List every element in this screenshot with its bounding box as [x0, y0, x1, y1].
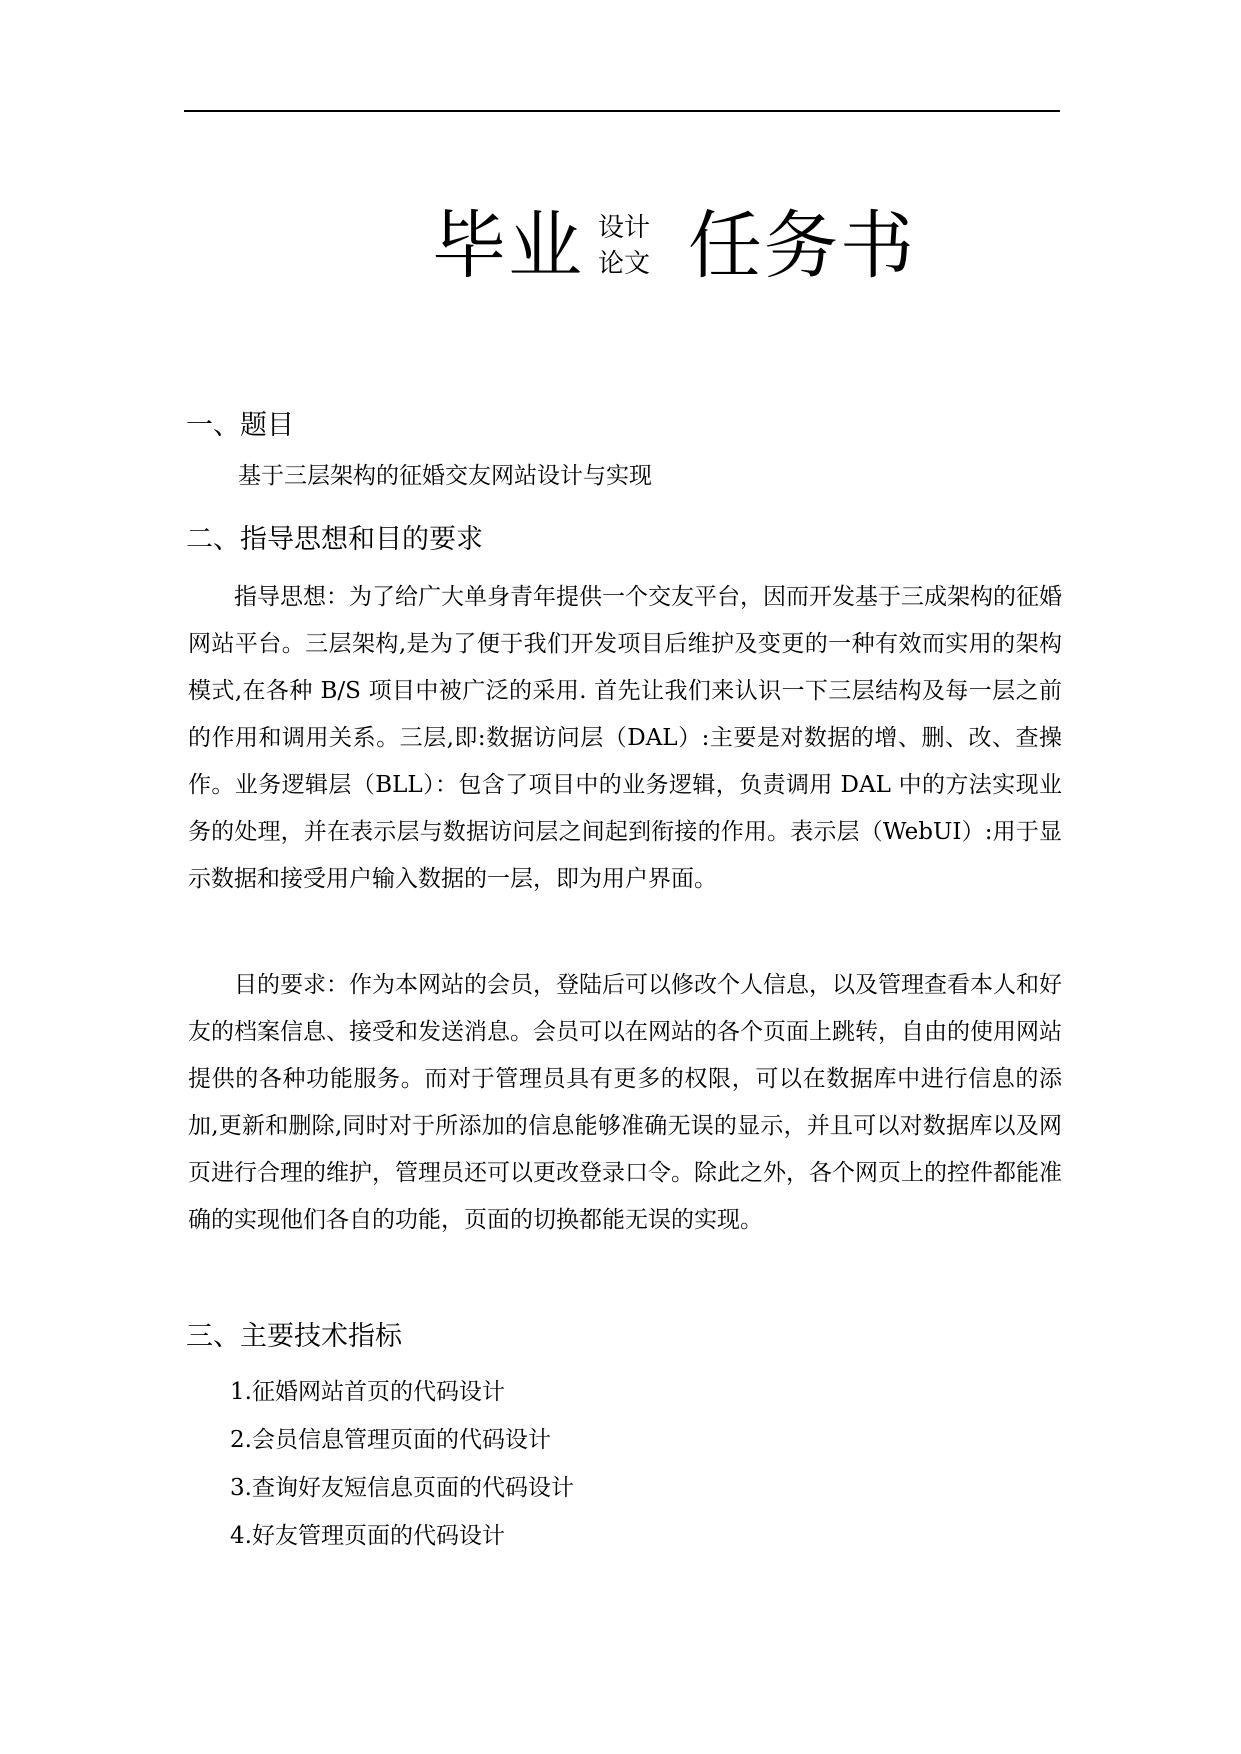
requirements-paragraph: 目的要求：作为本网站的会员，登陆后可以修改个人信息，以及管理查看本人和好友的档案信息、接受和发送消息。会员可以在网站的各个页面上跳转，自由的使用网站提供的各种功能服务。而对于管理员具有更多的权限，可以在数据库中进行信息的添加,更新和删除,同时对于所添加的信息能够准确无误的显示，并且可以对数据库以及网页进行合理的维护，管理员还可以更改登录口令。除此之外，各个网页上的控件都能准确的实现他们各自的功能，页面的切换都能无误的实现。 [188, 972, 1062, 1233]
title-option-design: 设计 [598, 213, 651, 243]
title-main-left: 毕业 [432, 203, 584, 289]
section-heading-indicators: 三、主要技术指标 [186, 1321, 402, 1352]
title-option-thesis: 论文 [598, 249, 651, 279]
indicator-item: 1.征婚网站首页的代码设计 [230, 1379, 505, 1405]
topic-text: 基于三层架构的征婚交友网站设计与实现 [238, 463, 652, 489]
indicator-item: 3.查询好友短信息页面的代码设计 [230, 1475, 574, 1501]
indicator-item: 4.好友管理页面的代码设计 [230, 1523, 505, 1549]
header-rule [184, 110, 1060, 112]
section-heading-guidance: 二、指导思想和目的要求 [186, 524, 483, 555]
guidance-paragraph: 指导思想：为了给广大单身青年提供一个交友平台，因而开发基于三成架构的征婚网站平台。三层架构,是为了便于我们开发项目后维护及变更的一种有效而实用的架构模式,在各种 B/S 项目中被广泛的采用. 首先让我们来认识一下三层结构及每一层之前的作用和调用关系。三层,即:数据访问层（DAL）:主要是对数据的增、删、改、查操作。业务逻辑层（BLL）：包含了项目中的业务逻辑，负责调用 DAL 中的方法实现业务的处理，并在表示层与数据访问层之间起到衔接的作用。表示层（WebUI）:用于显示数据和接受用户输入数据的一层，即为用户界面。 [188, 584, 1062, 892]
title-stacked-options [598, 210, 650, 282]
document-title [432, 200, 916, 292]
title-main-right: 任务书 [688, 203, 917, 289]
indicator-item: 2.会员信息管理页面的代码设计 [230, 1427, 551, 1453]
section-heading-topic: 一、题目 [186, 410, 294, 441]
